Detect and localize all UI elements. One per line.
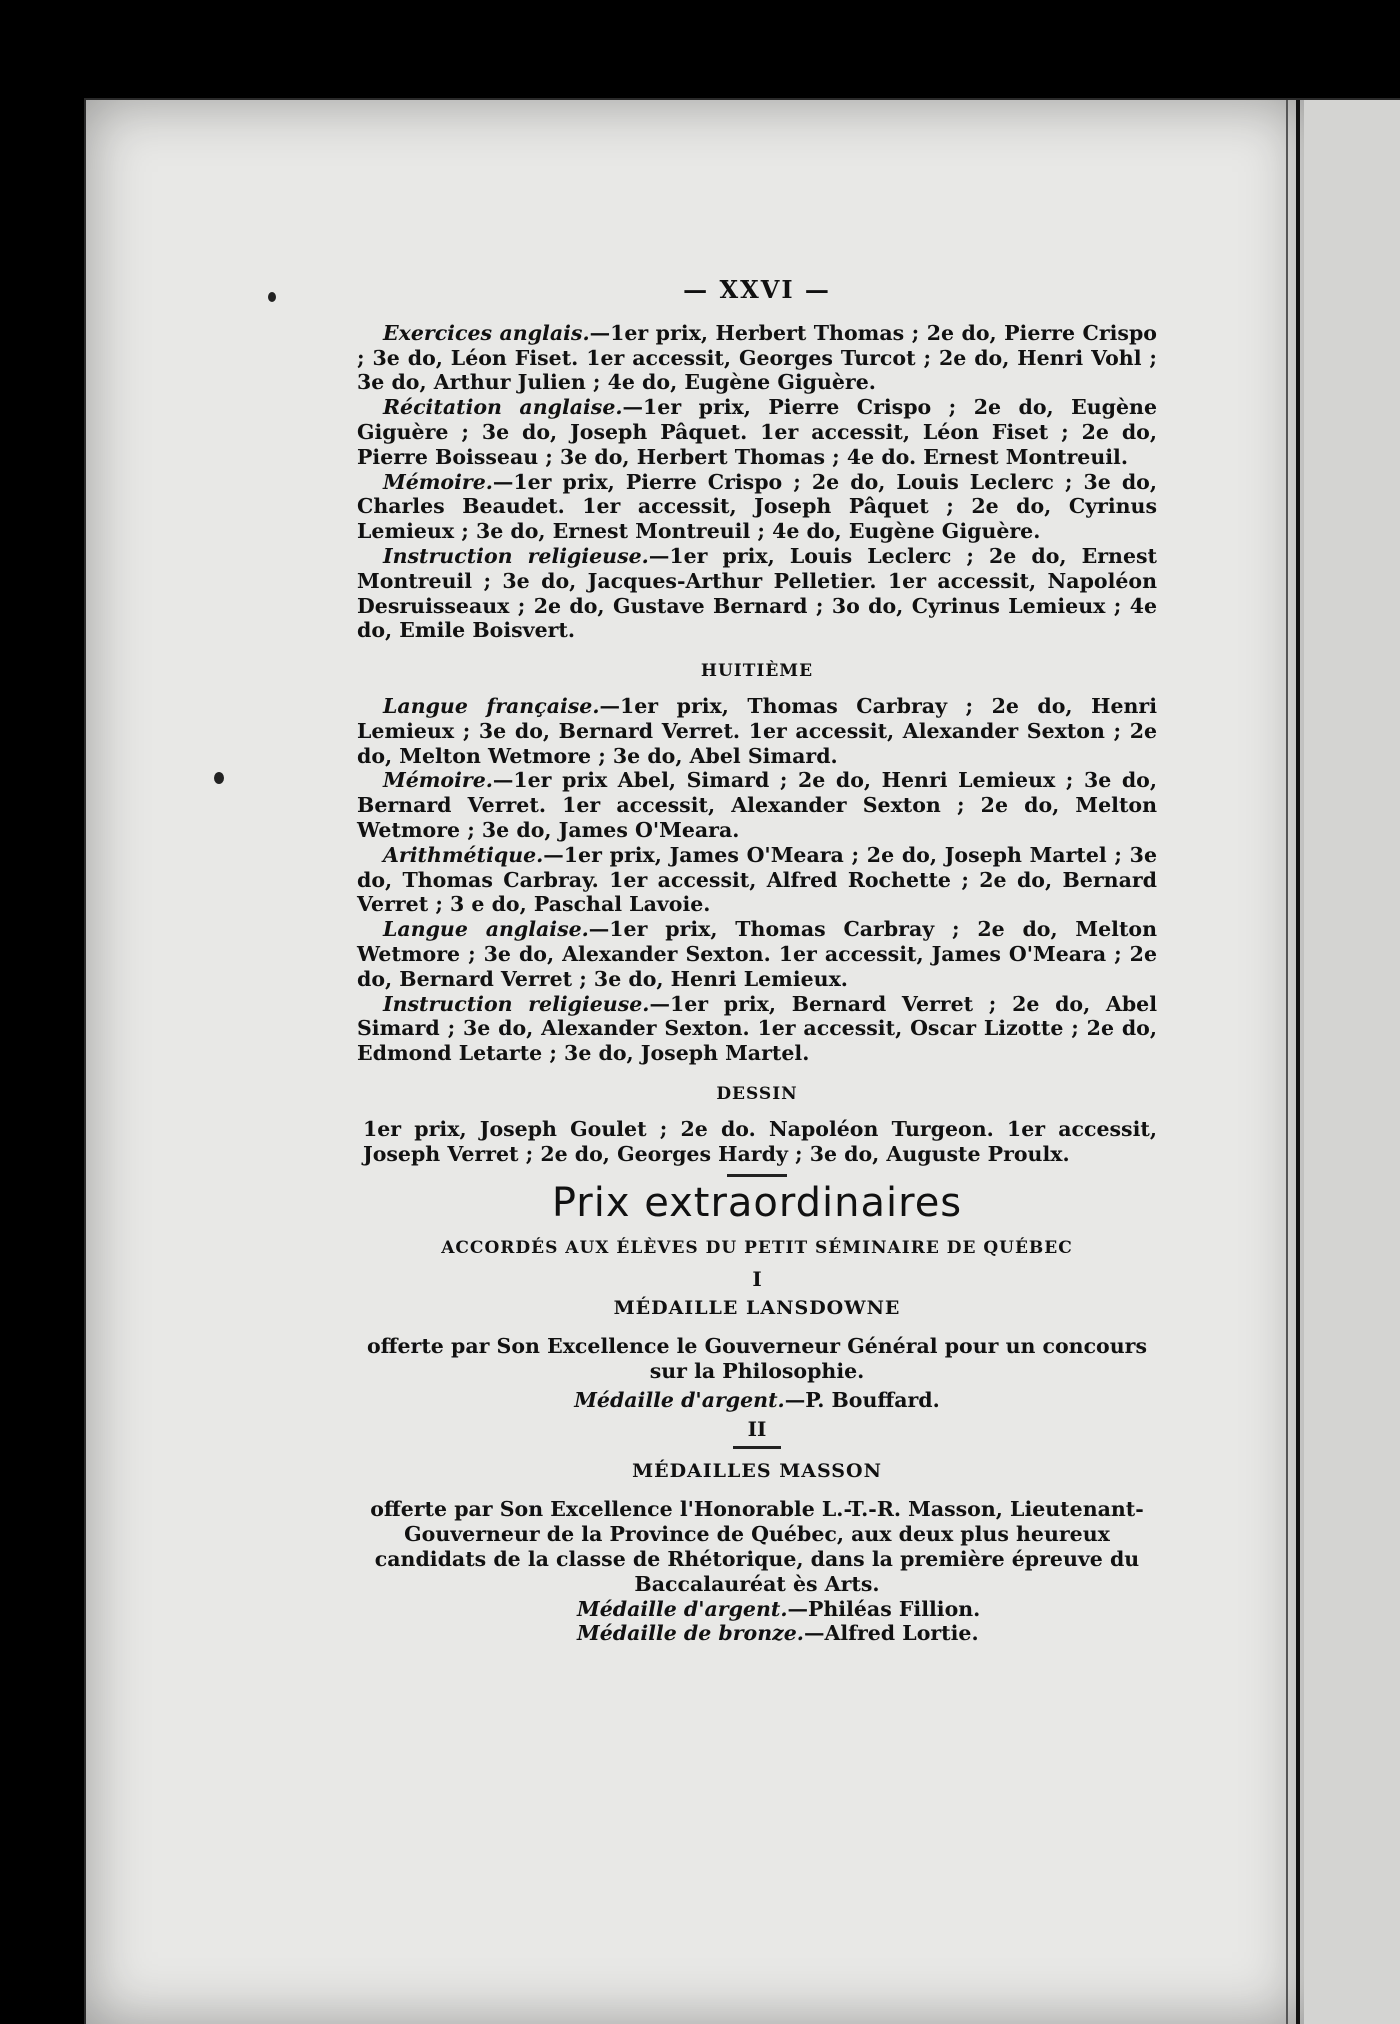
ink-speck [268,292,276,302]
page-content [357,275,1157,1646]
section-heading-dessin: DESSIN [716,1083,798,1104]
award-recipient: —Alfred Lortie. [803,1621,979,1646]
prize-paragraph [357,843,1157,917]
medal-award [577,1597,1157,1622]
binding-line [1296,100,1300,2024]
subject-label: Instruction religieuse. [383,543,649,568]
prize-paragraph [357,544,1157,643]
medal-name: MÉDAILLE LANSDOWNE [613,1296,901,1319]
prize-text: —1er prix, Thomas Carbray ; 2e do, Henri Lemieux ; 3e do, Bernard Verret. 1er accessit, Alexander Sexton ; 2e do, Melton Wetmore ; 3e do, Abel Simard. [357,693,1157,768]
prize-paragraph [357,768,1157,842]
prize-text: —1er prix, Louis Leclerc ; 2e do, Ernest Montreuil ; 3e do, Jacques-Arthur Pelletier. 1er accessit, Napoléon Desruisseaux ; 2e do, Gustave Bernard ; 3o do, Cyrinus Lemieux ; 4e do, Emile Boisvert. [357,543,1157,643]
medal-divider [733,1446,781,1449]
subject-label: Arithmétique. [383,842,544,867]
prize-text: —1er prix, James O'Meara ; 2e do, Joseph Martel ; 3e do, Thomas Carbray. 1er accessit, Alfred Rochette ; 2e do, Bernard Verret ; 3 e do, Paschal Lavoie. [357,842,1157,917]
subject-label: Exercices anglais. [383,320,590,345]
prize-paragraph [357,395,1157,469]
subject-label: Langue anglaise. [383,917,589,942]
medal-block-lansdowne [357,1267,1157,1413]
prize-paragraph [357,992,1157,1066]
subject-label: Mémoire. [383,768,493,793]
medal-number: I [752,1266,762,1291]
extraordinary-prizes-title: Prix extraordinaires [551,1180,963,1227]
medal-award [577,1621,1157,1646]
medal-description: offerte par Son Excellence le Gouverneur Général pour un concours sur la Philosophie. [367,1334,1147,1384]
prize-paragraph [357,694,1157,768]
subject-label: Langue française. [383,693,600,718]
award-label: Médaille d'argent. [577,1596,788,1621]
medal-name: MÉDAILLES MASSON [632,1459,882,1482]
dessin-prize-text: 1er prix, Joseph Goulet ; 2e do. Napoléon Turgeon. 1er accessit, Joseph Verret ; 2e do, Georges Hardy ; 3e do, Auguste Proulx. [363,1116,1157,1166]
award-recipient: —Philéas Fillion. [787,1596,981,1621]
prize-text: —1er prix Abel, Simard ; 2e do, Henri Lemieux ; 3e do, Bernard Verret. 1er accessit, Alexander Sexton ; 2e do, Melton Wetmore ; 3e do, James O'Meara. [357,768,1157,842]
prize-paragraph [357,470,1157,544]
prize-text: —1er prix, Herbert Thomas ; 2e do, Pierre Crispo ; 3e do, Léon Fiset. 1er accessit, Georges Turcot ; 2e do, Henri Vohl ; 3e do, Arthur Julien ; 4e do, Eugène Giguère. [357,320,1157,395]
facing-page-edge [1304,100,1400,2024]
ink-speck [214,772,224,784]
section-heading-huitieme: HUITIÈME [700,661,814,682]
subject-label: Mémoire. [383,469,493,494]
section-divider [727,1174,787,1177]
medal-number: II [747,1416,767,1441]
prize-text: —1er prix, Thomas Carbray ; 2e do, Melton Wetmore ; 3e do, Alexander Sexton. 1er accessit, James O'Meara ; 2e do, Bernard Verret ; 3e do, Henri Lemieux. [357,917,1157,991]
page-folio: — XXVI — [683,275,831,304]
award-label: Médaille d'argent. [574,1388,785,1413]
award-label: Médaille de bronze. [577,1621,804,1646]
binding-shadow [1286,100,1288,2024]
medal-block-masson [357,1417,1157,1646]
medal-award [357,1388,1157,1413]
prize-list-b [357,694,1157,1066]
subject-label: Récitation anglaise. [383,395,623,420]
prize-text: —1er prix, Pierre Crispo ; 2e do, Eugène Giguère ; 3e do, Joseph Pâquet. 1er accessit, Léon Fiset ; 2e do, Pierre Boisseau ; 3e do, Herbert Thomas ; 4e do. Ernest Montreuil. [357,395,1157,469]
medal-awards [357,1597,1157,1647]
prize-text: —1er prix, Bernard Verret ; 2e do, Abel Simard ; 3e do, Alexander Sexton. 1er accessit, Oscar Lizotte ; 2e do, Edmond Letarte ; 3e do, Joseph Martel. [357,991,1157,1066]
medal-description: offerte par Son Excellence l'Honorable L.-T.-R. Masson, Lieutenant-Gouverneur de la Province de Québec, aux deux plus heureux candidats de la classe de Rhétorique, dans la première épreuve du Baccalauréat ès Arts. [370,1497,1144,1596]
extraordinary-prizes-subtitle: ACCORDÉS AUX ÉLÈVES DU PETIT SÉMINAIRE DE QUÉBEC [441,1238,1073,1259]
prize-paragraph [357,321,1157,395]
prize-list-a [357,321,1157,643]
subject-label: Instruction religieuse. [383,991,650,1016]
prize-paragraph [357,917,1157,991]
prize-text: —1er prix, Pierre Crispo ; 2e do, Louis Leclerc ; 3e do, Charles Beaudet. 1er accessit, Joseph Pâquet ; 2e do, Cyrinus Lemieux ; 3e do, Ernest Montreuil ; 4e do, Eugène Giguère. [357,469,1157,544]
award-recipient: —P. Bouffard. [784,1388,940,1413]
